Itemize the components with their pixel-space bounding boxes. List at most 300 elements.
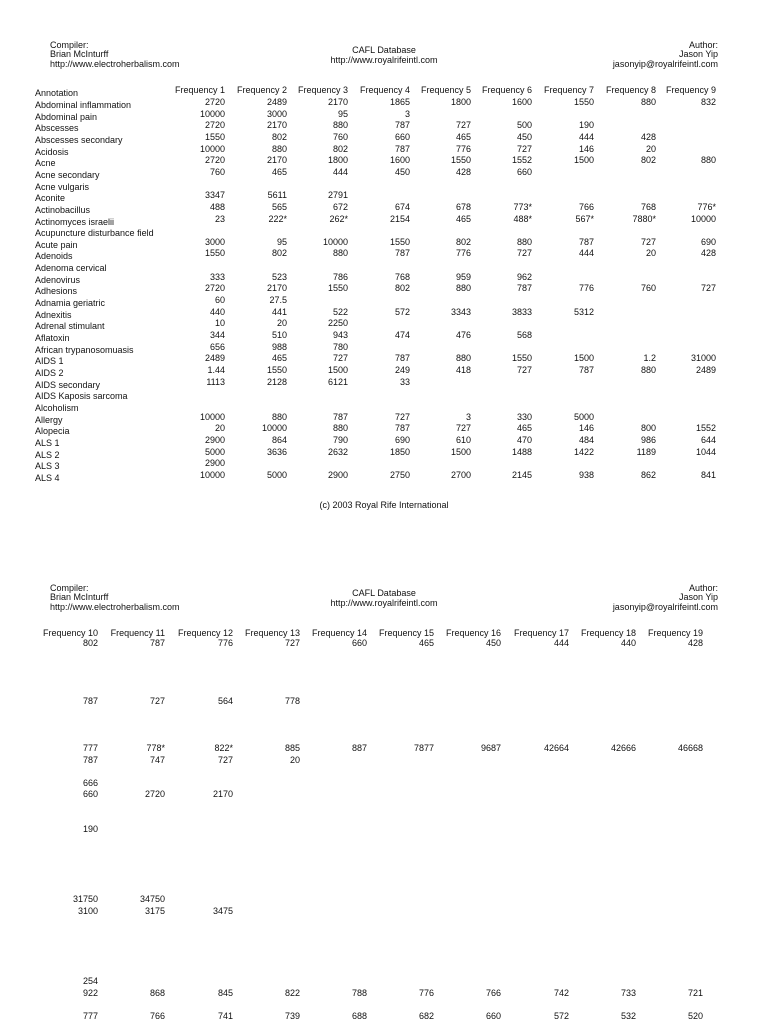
table-cell: 962 bbox=[516, 271, 532, 282]
table-cell: 31000 bbox=[690, 353, 716, 364]
table-cell: 27.5 bbox=[269, 295, 287, 306]
table-cell: 727 bbox=[217, 754, 233, 765]
annotation-name: ALS 4 bbox=[35, 472, 60, 483]
table-cell: 444 bbox=[553, 638, 569, 648]
annotation-name: Abscesses secondary bbox=[35, 134, 123, 145]
table-cell: 727 bbox=[149, 696, 165, 707]
table-cell: 802 bbox=[394, 283, 410, 294]
table-cell: 841 bbox=[700, 469, 716, 480]
table-cell: 1800 bbox=[327, 155, 348, 166]
column-header: Frequency 3 bbox=[297, 85, 348, 95]
db-title-p2: CAFL Database bbox=[352, 588, 416, 598]
table-cell: 2720 bbox=[204, 155, 225, 166]
table-cell: 1.44 bbox=[207, 364, 225, 375]
table-cell: 660 bbox=[351, 638, 367, 648]
table-cell: 3636 bbox=[266, 446, 287, 457]
author-label: Author: bbox=[688, 40, 718, 50]
annotation-name: ALS 1 bbox=[35, 437, 60, 448]
table-cell: 5000 bbox=[204, 446, 225, 457]
table-cell: 1850 bbox=[389, 446, 410, 457]
table-cell: 10000 bbox=[199, 469, 225, 480]
table-cell: 802 bbox=[271, 248, 287, 259]
table-cell: 922 bbox=[82, 987, 98, 998]
column-header: Frequency 6 bbox=[481, 85, 532, 95]
table-cell: 1500 bbox=[450, 446, 471, 457]
table-cell: 31750 bbox=[72, 894, 98, 905]
table-cell: 10000 bbox=[690, 213, 716, 224]
table-cell: 428 bbox=[455, 166, 471, 177]
annotation-name: Acne bbox=[35, 158, 56, 169]
column-header: Frequency 15 bbox=[378, 628, 434, 638]
table-cell: 787 bbox=[332, 411, 348, 422]
column-header: Frequency 2 bbox=[236, 85, 287, 95]
table-cell: 3343 bbox=[450, 306, 471, 317]
table-cell: 766 bbox=[485, 987, 501, 998]
table-cell: 522 bbox=[332, 306, 348, 317]
table-cell: 146 bbox=[578, 423, 594, 434]
table-cell: 46668 bbox=[677, 742, 703, 753]
table-cell: 444 bbox=[332, 166, 348, 177]
annotation-name: Abdominal inflammation bbox=[35, 100, 132, 110]
table-cell: 672 bbox=[332, 201, 348, 212]
table-cell: 868 bbox=[149, 987, 165, 998]
table-cell: 733 bbox=[620, 987, 636, 998]
table-cell: 450 bbox=[485, 638, 501, 648]
annotation-name: Adhesions bbox=[35, 286, 78, 297]
table-cell: 568 bbox=[516, 330, 532, 340]
table-cell: 880 bbox=[332, 248, 348, 259]
compiler-url-p2: http://www.electroherbalism.com bbox=[50, 602, 180, 612]
table-cell: 567* bbox=[575, 213, 594, 224]
table-cell: 1600 bbox=[389, 155, 410, 166]
annotation-name: Abscesses bbox=[35, 123, 79, 134]
table-cell: 787 bbox=[82, 696, 98, 707]
table-cell: 778 bbox=[284, 696, 300, 707]
table-cell: 450 bbox=[394, 166, 410, 177]
table-cell: 42664 bbox=[543, 742, 569, 753]
table-cell: 721 bbox=[687, 987, 703, 998]
table-cell: 1600 bbox=[511, 97, 532, 107]
table-cell: 727 bbox=[284, 638, 300, 648]
table-cell: 1488 bbox=[511, 446, 532, 457]
table-cell: 444 bbox=[578, 248, 594, 259]
table-cell: 788 bbox=[351, 987, 367, 998]
table-cell: 776 bbox=[455, 143, 471, 154]
table-cell: 787 bbox=[394, 143, 410, 154]
table-cell: 678 bbox=[455, 201, 471, 212]
table-cell: 2720 bbox=[204, 97, 225, 107]
table-cell: 249 bbox=[394, 364, 410, 375]
table-cell: 986 bbox=[640, 434, 656, 445]
compiler-label: Compiler: bbox=[50, 40, 89, 50]
column-header: Frequency 5 bbox=[420, 85, 471, 95]
table-cell: 20 bbox=[289, 754, 300, 765]
table-cell: 880 bbox=[516, 236, 532, 247]
table-cell: 2700 bbox=[450, 469, 471, 480]
table-cell: 440 bbox=[620, 638, 636, 648]
table-cell: 5312 bbox=[573, 306, 594, 317]
table-cell: 33 bbox=[399, 376, 410, 387]
table-cell: 802 bbox=[82, 638, 98, 648]
db-url-p2: http://www.royalrifeintl.com bbox=[330, 598, 438, 608]
table-cell: 2170 bbox=[266, 155, 287, 166]
table-cell: 800 bbox=[640, 423, 656, 434]
annotation-name: Adenoids bbox=[35, 251, 73, 262]
table-cell: 95 bbox=[276, 236, 287, 247]
table-cell: 787 bbox=[516, 283, 532, 294]
table-cell: 3000 bbox=[204, 236, 225, 247]
table-cell: 2128 bbox=[266, 376, 287, 387]
table-cell: 766 bbox=[149, 1010, 165, 1021]
table-cell: 10000 bbox=[199, 411, 225, 422]
table-cell: 34750 bbox=[139, 894, 165, 905]
table-cell: 465 bbox=[271, 166, 287, 177]
table-cell: 845 bbox=[217, 987, 233, 998]
column-header: Frequency 19 bbox=[647, 628, 703, 638]
table-cell: 747 bbox=[149, 754, 165, 765]
annotation-name: AIDS 1 bbox=[35, 356, 64, 367]
table-cell: 428 bbox=[687, 638, 703, 648]
table-cell: 778* bbox=[146, 742, 165, 753]
table-cell: 333 bbox=[209, 271, 225, 282]
table-cell: 802 bbox=[640, 155, 656, 166]
table-cell: 1865 bbox=[389, 97, 410, 107]
table-cell: 2250 bbox=[327, 318, 348, 329]
table-cell: 787 bbox=[394, 120, 410, 131]
table-cell: 523 bbox=[271, 271, 287, 282]
table-cell: 2720 bbox=[204, 283, 225, 294]
table-cell: 10000 bbox=[199, 143, 225, 154]
annotation-name: Adnexitis bbox=[35, 309, 72, 320]
table-cell: 500 bbox=[516, 120, 532, 131]
table-cell: 2145 bbox=[511, 469, 532, 480]
table-cell: 20 bbox=[645, 248, 656, 259]
annotation-name: Adenovirus bbox=[35, 274, 81, 285]
table-cell: 727 bbox=[455, 120, 471, 131]
table-cell: 1422 bbox=[573, 446, 594, 457]
table-cell: 428 bbox=[640, 131, 656, 142]
table-cell: 787 bbox=[149, 638, 165, 648]
table-cell: 660 bbox=[394, 131, 410, 142]
annotation-header: Annotation bbox=[35, 88, 79, 98]
table-cell: 880 bbox=[271, 411, 287, 422]
table-cell: 776* bbox=[697, 201, 716, 212]
table-cell: 832 bbox=[700, 97, 716, 107]
annotation-name: Abdominal pain bbox=[35, 111, 98, 122]
table-cell: 610 bbox=[455, 434, 471, 445]
table-cell: 822* bbox=[214, 742, 233, 753]
table-cell: 727 bbox=[516, 143, 532, 154]
table-cell: 510 bbox=[271, 330, 287, 340]
table-cell: 644 bbox=[700, 434, 716, 445]
table-cell: 2154 bbox=[389, 213, 410, 224]
table-cell: 1550 bbox=[327, 283, 348, 294]
annotation-name: African trypanosomuasis bbox=[35, 344, 134, 355]
table-cell: 787 bbox=[394, 423, 410, 434]
table-cell: 2791 bbox=[327, 190, 348, 201]
table-cell: 60 bbox=[214, 295, 225, 306]
table-cell: 727 bbox=[640, 236, 656, 247]
table-cell: 988 bbox=[271, 341, 287, 352]
table-cell: 727 bbox=[455, 423, 471, 434]
author-label-p2: Author: bbox=[688, 583, 718, 593]
table-cell: 465 bbox=[418, 638, 434, 648]
table-cell: 2170 bbox=[266, 283, 287, 294]
db-url: http://www.royalrifeintl.com bbox=[330, 55, 438, 65]
table-cell: 741 bbox=[217, 1010, 233, 1021]
table-cell: 777 bbox=[82, 742, 98, 753]
table-cell: 10000 bbox=[322, 236, 348, 247]
table-cell: 10000 bbox=[199, 108, 225, 119]
column-header: Frequency 7 bbox=[543, 85, 594, 95]
table-cell: 776 bbox=[418, 987, 434, 998]
table-cell: 880 bbox=[455, 283, 471, 294]
table-cell: 3833 bbox=[511, 306, 532, 317]
table-cell: 690 bbox=[394, 434, 410, 445]
table-cell: 776 bbox=[578, 283, 594, 294]
table-cell: 2750 bbox=[389, 469, 410, 480]
table-cell: 474 bbox=[394, 330, 410, 340]
table-cell: 3000 bbox=[266, 108, 287, 119]
annotation-name: Acne vulgaris bbox=[35, 181, 90, 192]
table-cell: 7880* bbox=[632, 213, 656, 224]
table-cell: 802 bbox=[332, 143, 348, 154]
table-cell: 444 bbox=[578, 131, 594, 142]
table-cell: 190 bbox=[82, 824, 98, 835]
table-cell: 787 bbox=[394, 353, 410, 364]
table-cell: 5611 bbox=[267, 190, 287, 201]
compiler-label-p2: Compiler: bbox=[50, 583, 89, 593]
table-cell: 20 bbox=[645, 143, 656, 154]
annotation-name: Actinomyces israelii bbox=[35, 216, 115, 227]
table-cell: 880 bbox=[271, 143, 287, 154]
annotation-name: AIDS 2 bbox=[35, 367, 64, 378]
column-header: Frequency 11 bbox=[110, 628, 165, 638]
annotation-name: Aconite bbox=[35, 193, 66, 204]
annotation-name: Adrenal stimulant bbox=[35, 321, 105, 332]
table-cell: 1550 bbox=[266, 364, 287, 375]
table-cell: 790 bbox=[332, 434, 348, 445]
column-header: Frequency 4 bbox=[359, 85, 410, 95]
table-cell: 822 bbox=[284, 987, 300, 998]
table-cell: 656 bbox=[209, 341, 225, 352]
table-cell: 739 bbox=[284, 1010, 300, 1021]
table-cell: 1800 bbox=[450, 97, 471, 107]
author-email-p2: jasonyip@royalrifeintl.com bbox=[612, 602, 718, 612]
table-cell: 1550 bbox=[511, 353, 532, 364]
table-cell: 773* bbox=[513, 201, 532, 212]
annotation-name: AIDS Kaposis sarcoma bbox=[35, 391, 128, 402]
table-cell: 465 bbox=[455, 131, 471, 142]
table-cell: 2900 bbox=[327, 469, 348, 480]
table-cell: 572 bbox=[553, 1010, 569, 1021]
table-cell: 2900 bbox=[204, 434, 225, 445]
table-cell: 787 bbox=[578, 364, 594, 375]
table-cell: 2489 bbox=[266, 97, 287, 107]
table-cell: 660 bbox=[82, 789, 98, 800]
table-cell: 3347 bbox=[204, 190, 225, 201]
table-cell: 564 bbox=[217, 696, 233, 707]
table-cell: 760 bbox=[640, 283, 656, 294]
table-cell: 1500 bbox=[573, 155, 594, 166]
table-cell: 532 bbox=[620, 1010, 636, 1021]
table-cell: 760 bbox=[332, 131, 348, 142]
table-cell: 727 bbox=[332, 353, 348, 364]
table-cell: 727 bbox=[394, 411, 410, 422]
db-title: CAFL Database bbox=[352, 45, 416, 55]
table-cell: 938 bbox=[578, 469, 594, 480]
table-cell: 2170 bbox=[327, 97, 348, 107]
table-cell: 666 bbox=[82, 777, 98, 788]
column-header: Frequency 8 bbox=[605, 85, 656, 95]
table-cell: 484 bbox=[578, 434, 594, 445]
table-cell: 450 bbox=[516, 131, 532, 142]
annotation-name: Acne secondary bbox=[35, 169, 100, 180]
table-cell: 3175 bbox=[144, 905, 165, 916]
table-cell: 1500 bbox=[327, 364, 348, 375]
table-cell: 3475 bbox=[212, 905, 233, 916]
table-cell: 1550 bbox=[450, 155, 471, 166]
annotation-name: Alopecia bbox=[35, 426, 70, 437]
table-cell: 465 bbox=[455, 213, 471, 224]
table-cell: 9687 bbox=[480, 742, 501, 753]
table-cell: 2720 bbox=[144, 789, 165, 800]
annotation-name: Actinobacillus bbox=[35, 204, 91, 215]
column-header: Frequency 17 bbox=[513, 628, 569, 638]
table-cell: 2170 bbox=[212, 789, 233, 800]
table-cell: 1.2 bbox=[643, 353, 656, 364]
annotation-name: Acidosis bbox=[35, 146, 69, 157]
table-cell: 20 bbox=[214, 423, 225, 434]
table-cell: 572 bbox=[394, 306, 410, 317]
table-cell: 787 bbox=[394, 248, 410, 259]
table-cell: 5000 bbox=[266, 469, 287, 480]
table-cell: 1552 bbox=[695, 423, 716, 434]
table-cell: 2720 bbox=[204, 120, 225, 131]
table-cell: 23 bbox=[214, 213, 225, 224]
table-cell: 262* bbox=[329, 213, 348, 224]
table-cell: 760 bbox=[209, 166, 225, 177]
column-header: Frequency 16 bbox=[445, 628, 501, 638]
table-cell: 780 bbox=[332, 341, 348, 352]
copyright-footer: (c) 2003 Royal Rife International bbox=[319, 500, 449, 510]
compiler-name: Brian McInturff bbox=[50, 49, 109, 59]
table-cell: 727 bbox=[516, 248, 532, 259]
author-email: jasonyip@royalrifeintl.com bbox=[612, 59, 718, 69]
table-cell: 2900 bbox=[204, 458, 225, 469]
table-cell: 674 bbox=[394, 201, 410, 212]
table-cell: 1552 bbox=[511, 155, 532, 166]
column-header: Frequency 9 bbox=[665, 85, 716, 95]
table-cell: 787 bbox=[82, 754, 98, 765]
table-cell: 465 bbox=[271, 353, 287, 364]
table-cell: 1550 bbox=[204, 131, 225, 142]
table-cell: 1044 bbox=[695, 446, 716, 457]
table-cell: 777 bbox=[82, 1010, 98, 1021]
annotation-name: ALS 3 bbox=[35, 461, 60, 472]
table-cell: 787 bbox=[578, 236, 594, 247]
table-cell: 880 bbox=[332, 423, 348, 434]
table-cell: 682 bbox=[418, 1010, 434, 1021]
table-cell: 488* bbox=[513, 213, 532, 224]
table-cell: 470 bbox=[516, 434, 532, 445]
table-cell: 1113 bbox=[206, 376, 225, 387]
author-name: Jason Yip bbox=[678, 49, 718, 59]
table-cell: 768 bbox=[394, 271, 410, 282]
table-cell: 2170 bbox=[266, 120, 287, 131]
table-cell: 146 bbox=[578, 143, 594, 154]
table-cell: 3 bbox=[465, 411, 471, 422]
compiler-name-p2: Brian McInturff bbox=[50, 592, 109, 602]
table-cell: 742 bbox=[553, 987, 569, 998]
table-cell: 660 bbox=[485, 1010, 501, 1021]
column-header: Frequency 1 bbox=[174, 85, 225, 95]
table-cell: 10 bbox=[214, 318, 225, 329]
table-cell: 20 bbox=[276, 318, 287, 329]
annotation-name: Adenoma cervical bbox=[35, 263, 107, 274]
annotation-name: Allergy bbox=[35, 414, 63, 425]
table-cell: 428 bbox=[700, 248, 716, 259]
table-cell: 440 bbox=[209, 306, 225, 317]
table-cell: 690 bbox=[700, 236, 716, 247]
table-cell: 2632 bbox=[327, 446, 348, 457]
column-header: Frequency 13 bbox=[244, 628, 300, 638]
table-cell: 880 bbox=[640, 97, 656, 107]
table-cell: 766 bbox=[578, 201, 594, 212]
table-cell: 862 bbox=[640, 469, 656, 480]
table-cell: 786 bbox=[332, 271, 348, 282]
table-cell: 3100 bbox=[77, 905, 98, 916]
table-cell: 42666 bbox=[610, 742, 636, 753]
table-cell: 959 bbox=[455, 271, 471, 282]
table-cell: 488 bbox=[209, 201, 225, 212]
table-cell: 768 bbox=[640, 201, 656, 212]
annotation-name: Acute pain bbox=[35, 239, 78, 250]
compiler-url: http://www.electroherbalism.com bbox=[50, 59, 180, 69]
table-cell: 1500 bbox=[573, 353, 594, 364]
table-cell: 802 bbox=[455, 236, 471, 247]
table-cell: 520 bbox=[687, 1010, 703, 1021]
column-header: Frequency 12 bbox=[177, 628, 233, 638]
table-cell: 95 bbox=[337, 108, 348, 119]
table-cell: 880 bbox=[455, 353, 471, 364]
table-cell: 1550 bbox=[389, 236, 410, 247]
table-cell: 776 bbox=[455, 248, 471, 259]
table-cell: 1189 bbox=[636, 446, 656, 457]
table-cell: 6121 bbox=[327, 376, 348, 387]
table-cell: 1550 bbox=[204, 248, 225, 259]
table-cell: 3 bbox=[404, 108, 410, 119]
table-cell: 864 bbox=[271, 434, 287, 445]
table-cell: 441 bbox=[271, 306, 287, 317]
table-cell: 254 bbox=[82, 975, 98, 986]
table-cell: 5000 bbox=[573, 411, 594, 422]
table-cell: 880 bbox=[332, 120, 348, 131]
annotation-name: Acupuncture disturbance field bbox=[35, 228, 154, 239]
table-cell: 880 bbox=[700, 155, 716, 166]
annotation-name: Adnamia geriatric bbox=[35, 298, 106, 309]
table-cell: 476 bbox=[455, 330, 471, 340]
annotation-name: ALS 2 bbox=[35, 449, 60, 460]
table-cell: 727 bbox=[516, 364, 532, 375]
table-cell: 688 bbox=[351, 1010, 367, 1021]
table-cell: 10000 bbox=[261, 423, 287, 434]
table-cell: 880 bbox=[640, 364, 656, 375]
table-cell: 2489 bbox=[204, 353, 225, 364]
table-cell: 887 bbox=[351, 742, 367, 753]
table-cell: 802 bbox=[271, 131, 287, 142]
author-name-p2: Jason Yip bbox=[678, 592, 718, 602]
